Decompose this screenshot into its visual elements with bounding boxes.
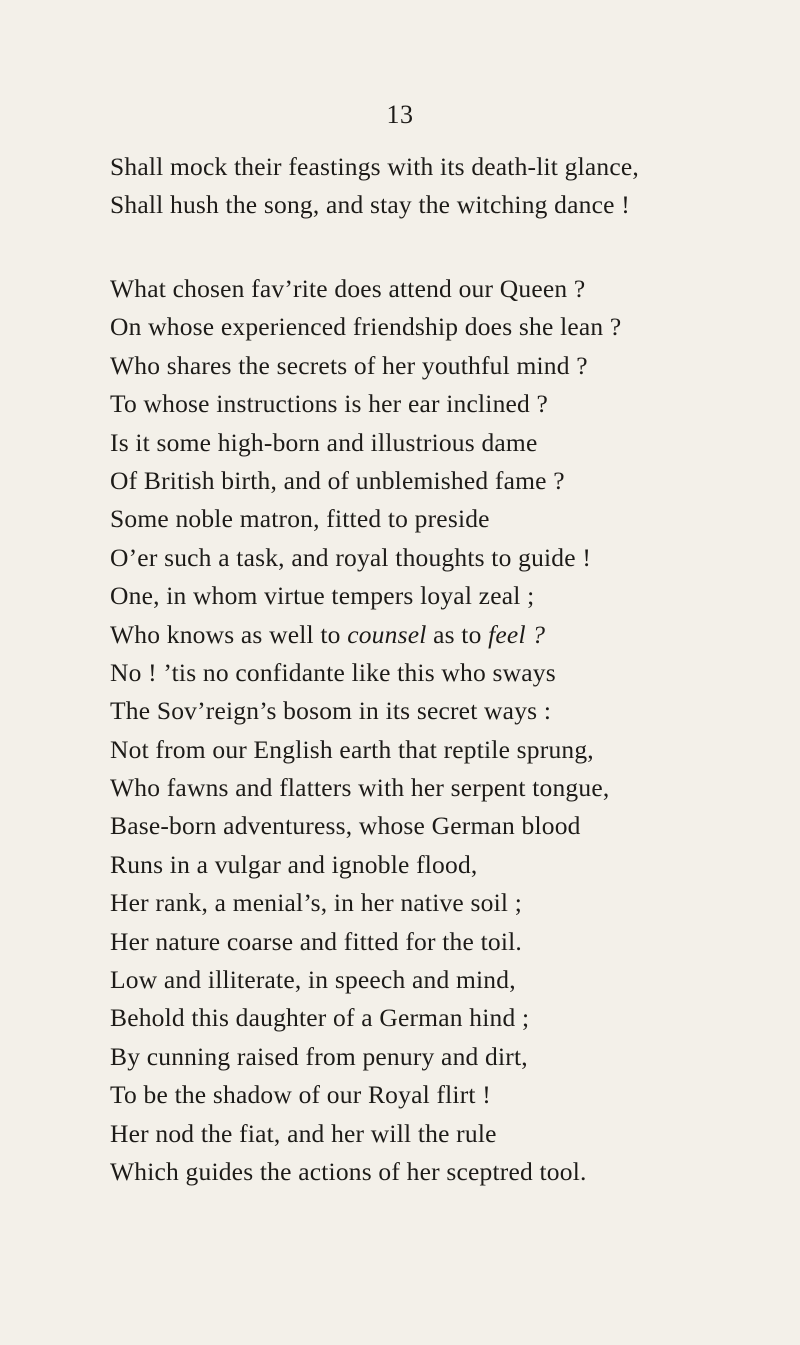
poem-line: By cunning raised from penury and dirt, [110, 1041, 528, 1071]
poem-line: The Sov’reign’s bosom in its secret ways : [110, 696, 552, 726]
poem-line: To be the shadow of our Royal flirt ! [110, 1080, 491, 1110]
poem-line: To whose instructions is her ear inclined ? [110, 389, 549, 419]
italic-word-counsel: counsel [347, 619, 427, 649]
poem-line: Shall hush the song, and stay the witching dance ! [110, 189, 630, 219]
poem-line: Who shares the secrets of her youthful mind ? [110, 350, 588, 380]
stanza-2 [110, 270, 770, 1191]
poem-line: Some noble matron, fitted to preside [110, 504, 490, 534]
poem-line: Her rank, a menial’s, in her native soil ; [110, 888, 523, 918]
poem-line: O’er such a task, and royal thoughts to guide ! [110, 542, 592, 572]
poem-line: Of British birth, and of unblemished fame ? [110, 465, 565, 495]
poem-line: Shall mock their feastings with its death-lit glance, [110, 152, 639, 181]
line-text: Who knows as well to [110, 619, 348, 649]
poem-line: No ! ’tis no confidante like this who sways [110, 657, 556, 687]
italic-word-feel: feel ? [488, 619, 546, 649]
poem-line: One, in whom virtue tempers loyal zeal ; [110, 581, 535, 611]
poem-line: Which guides the actions of her sceptred tool. [110, 1156, 587, 1186]
page-number: 13 [386, 100, 414, 129]
stanza-1 [110, 148, 770, 223]
poem-line: Who fawns and flatters with her serpent tongue, [110, 773, 610, 803]
poem-line: Low and illiterate, in speech and mind, [110, 965, 516, 995]
poem-line: Base-born adventuress, whose German blood [110, 811, 581, 841]
poem-line: Her nod the fiat, and her will the rule [110, 1118, 497, 1148]
poem-line: On whose experienced friendship does she lean ? [110, 312, 622, 342]
poem-line: Behold this daughter of a German hind ; [110, 1003, 530, 1033]
poem-line: Her nature coarse and fitted for the toil. [110, 926, 522, 956]
line-text: as to [426, 619, 489, 649]
poem-line: Not from our English earth that reptile sprung, [110, 734, 594, 764]
poem-line: Is it some high-born and illustrious dame [110, 427, 538, 457]
poem-line: Runs in a vulgar and ignoble flood, [110, 849, 478, 879]
poem-line: What chosen fav’rite does attend our Queen ? [110, 274, 586, 303]
poem-line-italic [110, 616, 770, 654]
